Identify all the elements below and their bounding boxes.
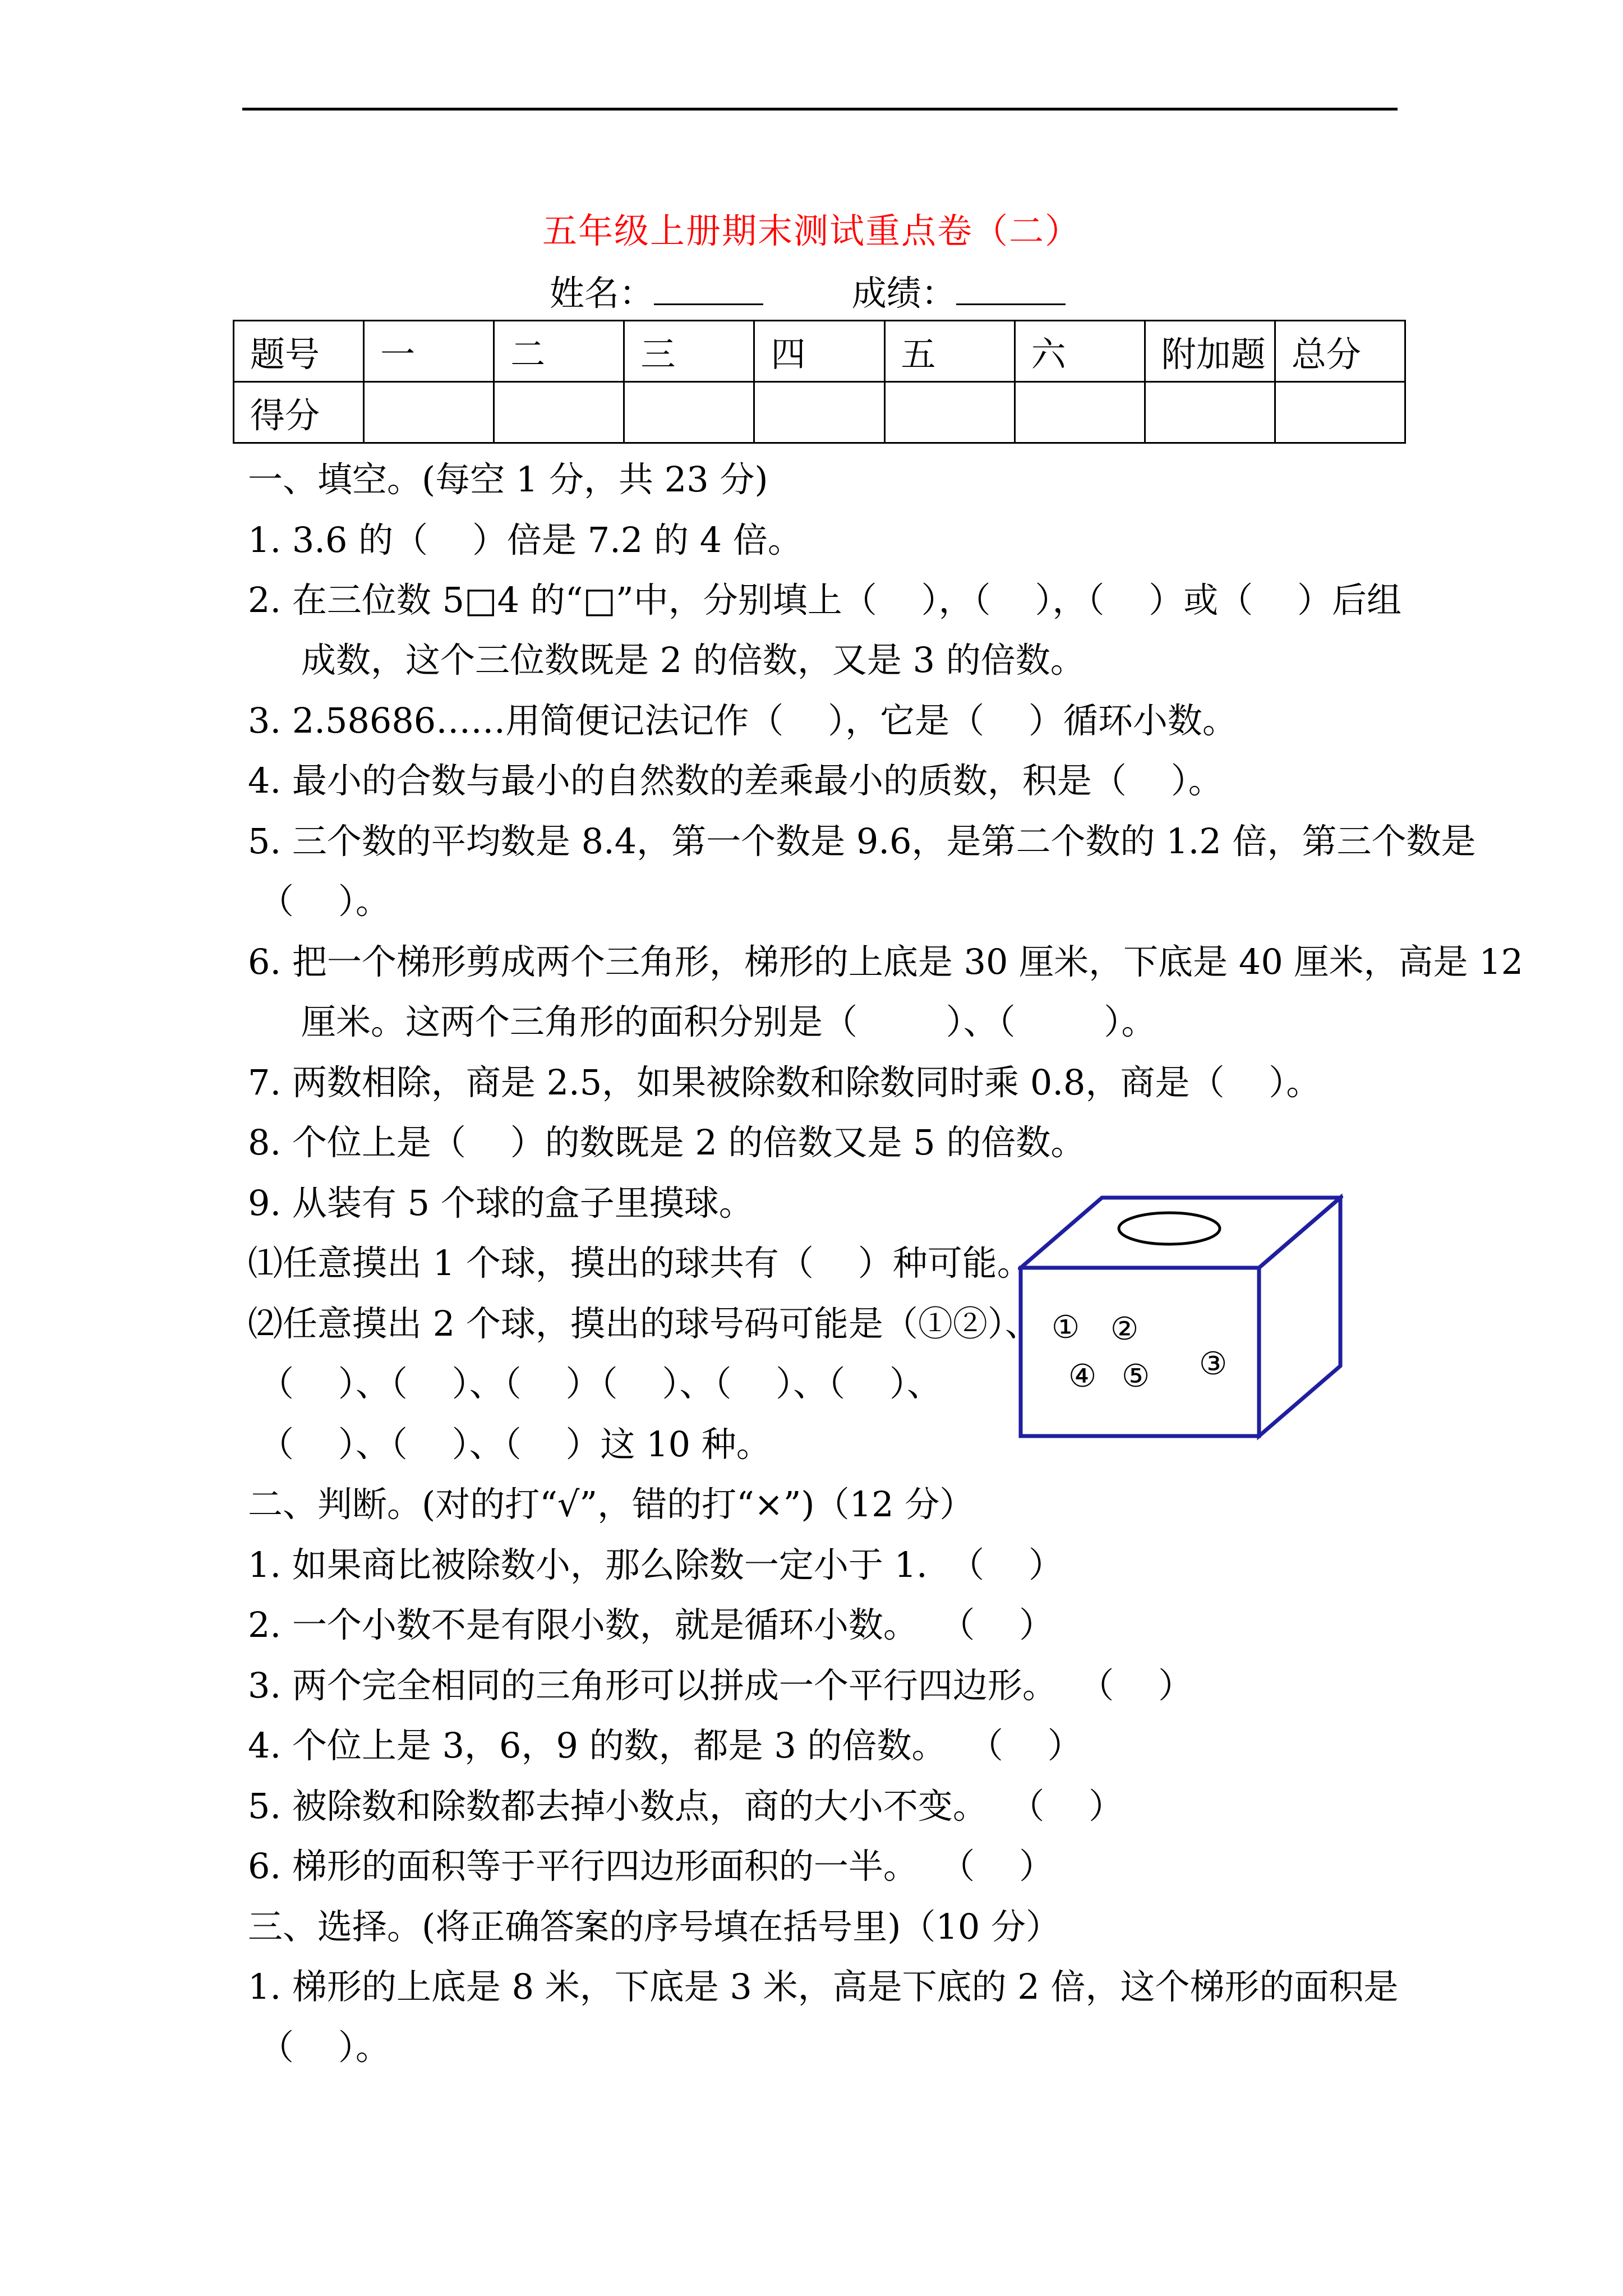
table-cell: 一: [364, 321, 494, 382]
question-line: 2. 在三位数 5□4 的“□”中，分别填上（ ），（ ），（ ）或（ ）后组: [248, 579, 1402, 620]
table-cell: 总分: [1275, 321, 1405, 382]
ball-box-figure: [1018, 1189, 1343, 1442]
question-line: （ ）。: [259, 881, 390, 922]
score-cell[interactable]: [1015, 382, 1145, 443]
question-line: 6. 把一个梯形剪成两个三角形，梯形的上底是 30 厘米，下底是 40 厘米，高是 12: [248, 941, 1524, 982]
page-title: 五年级上册期末测试重点卷（二）: [542, 210, 1081, 251]
section3-heading: 三、选择。(将正确答案的序号填在括号里)（10 分）: [248, 1906, 1061, 1947]
ball-label: ④: [1068, 1358, 1097, 1395]
ball-label: ③: [1199, 1346, 1228, 1382]
judge-line: 2. 一个小数不是有限小数，就是循环小数。 （ ）: [248, 1604, 1054, 1645]
question-line: （ ）、（ ）、（ ）这 10 种。: [259, 1424, 771, 1465]
table-cell: 六: [1015, 321, 1145, 382]
judge-line: 6. 梯形的面积等于平行四边形面积的一半。 （ ）: [248, 1846, 1054, 1887]
question-line: ⑴任意摸出 1 个球，摸出的球共有（ ）种可能。: [248, 1243, 1032, 1283]
score-cell[interactable]: [884, 382, 1015, 443]
table-cell: 五: [884, 321, 1015, 382]
top-rule: [242, 108, 1398, 111]
question-line: 4. 最小的合数与最小的自然数的差乘最小的质数，积是（ ）。: [248, 760, 1223, 801]
ball-label: ⑤: [1122, 1358, 1150, 1395]
question-line: 成数，这个三位数既是 2 的倍数，又是 3 的倍数。: [301, 639, 1085, 680]
name-score-line: [550, 271, 1066, 316]
question-line: （ ）、（ ）、（ ）（ ）、（ ）、（ ）、: [259, 1363, 942, 1404]
score-table: [233, 320, 1406, 444]
question-line: ⑵任意摸出 2 个球，摸出的球号码可能是（①②）、: [248, 1303, 1040, 1344]
section2-heading: 二、判断。(对的打“√”，错的打“×”)（12 分）: [248, 1484, 975, 1525]
choice-line: 1. 梯形的上底是 8 米，下底是 3 米，高是下底的 2 倍，这个梯形的面积是: [248, 1966, 1399, 2007]
judge-line: 1. 如果商比被除数小，那么除数一定小于 1. （ ）: [248, 1544, 1063, 1585]
table-cell: 附加题: [1145, 321, 1275, 382]
box-side-face: [1259, 1198, 1340, 1436]
question-line: 9. 从装有 5 个球的盒子里摸球。: [248, 1182, 754, 1223]
table-cell: 三: [624, 321, 754, 382]
table-cell: 四: [754, 321, 884, 382]
score-label: 成绩：: [851, 273, 956, 314]
judge-line: 3. 两个完全相同的三角形可以拼成一个平行四边形。 （ ）: [248, 1665, 1193, 1706]
question-line: 厘米。这两个三角形的面积分别是（ ）、（ ）。: [301, 1001, 1156, 1042]
score-cell[interactable]: [494, 382, 624, 443]
question-line: 3. 2.58686……用简便记法记作（ ），它是（ ）循环小数。: [248, 700, 1237, 741]
table-cell: 得分: [234, 382, 364, 443]
score-cell[interactable]: [754, 382, 884, 443]
score-table-header-row: [234, 321, 1405, 382]
score-cell[interactable]: [1145, 382, 1275, 443]
ball-label: ②: [1110, 1311, 1139, 1347]
score-cell[interactable]: [364, 382, 494, 443]
score-table-score-row: [234, 382, 1405, 443]
ball-label: ①: [1052, 1309, 1080, 1346]
score-blank: [956, 272, 1066, 305]
name-blank: [654, 272, 763, 305]
table-cell: 二: [494, 321, 624, 382]
question-line: 7. 两数相除，商是 2.5，如果被除数和除数同时乘 0.8，商是（ ）。: [248, 1062, 1321, 1103]
score-cell[interactable]: [624, 382, 754, 443]
name-label: 姓名：: [550, 273, 654, 314]
box-opening: [1119, 1213, 1220, 1244]
score-cell[interactable]: [1275, 382, 1405, 443]
judge-line: 4. 个位上是 3，6，9 的数，都是 3 的倍数。 （ ）: [248, 1725, 1082, 1766]
box-top-face: [1021, 1198, 1340, 1268]
table-cell: 题号: [234, 321, 364, 382]
section1-heading: 一、填空。(每空 1 分，共 23 分): [248, 459, 768, 500]
judge-line: 5. 被除数和除数都去掉小数点，商的大小不变。 （ ）: [248, 1786, 1124, 1826]
question-line: 5. 三个数的平均数是 8.4，第一个数是 9.6，是第二个数的 1.2 倍，第三个数是: [248, 821, 1476, 862]
question-line: 8. 个位上是（ ）的数既是 2 的倍数又是 5 的倍数。: [248, 1122, 1086, 1163]
choice-line: （ ）。: [259, 2027, 390, 2068]
question-line: 1. 3.6 的（ ）倍是 7.2 的 4 倍。: [248, 519, 803, 560]
